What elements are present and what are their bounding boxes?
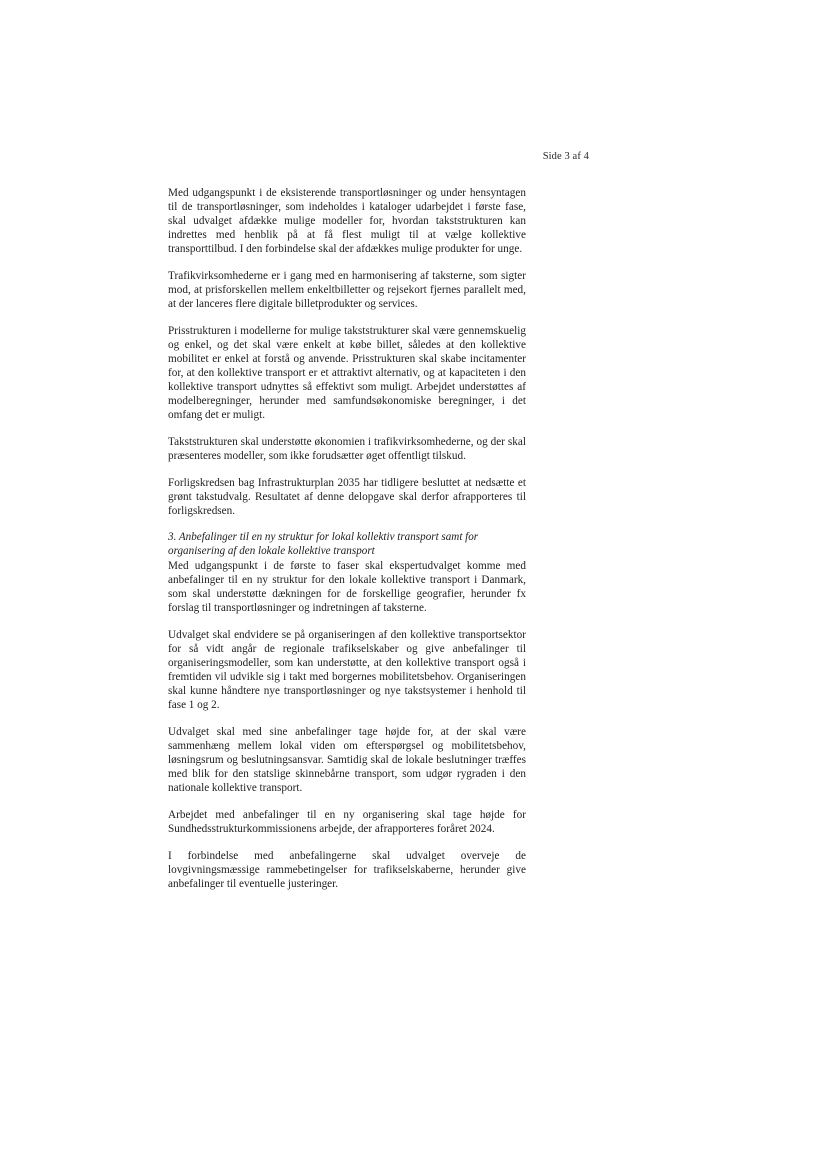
paragraph: Med udgangspunkt i de første to faser skal ekspertudvalget komme med anbefalinger til en ny struktur for den lokale kollektive transport i Danmark, som skal understøtte dækningen for de forskellige geografier, herunder fx forslag til transportløsninger og indretningen af taksterne. xyxy=(168,560,526,615)
paragraph: Arbejdet med anbefalinger til en ny organisering skal tage højde for Sundhedsstrukturkommissionens arbejde, der afrapporteres foråret 2024. xyxy=(168,808,526,836)
paragraph: Udvalget skal endvidere se på organiseringen af den kollektive transportsektor for så vidt angår de regionale trafikselskaber og give anbefalinger til organiseringsmodeller, som kan understøtte, at den kollektive transport også i fremtiden vil udvikle sig i takt med borgernes mobilitetsbehov. Organiseringen skal kunne håndtere nye transportløsninger og nye takstsystemer i henhold til fase 1 og 2. xyxy=(168,628,526,712)
page-number: Side 3 af 4 xyxy=(542,151,589,162)
paragraph: I forbindelse med anbefalingerne skal udvalget overveje de lovgivningsmæssige rammebetingelser for trafikselskaberne, herunder give anbefalinger til eventuelle justeringer. xyxy=(168,849,526,890)
paragraph: Med udgangspunkt i de eksisterende transportløsninger og under hensyntagen til de transportløsninger, som indeholdes i kataloger udarbejdet i første fase, skal udvalget afdække mulige modeller for, hvordan takststrukturen kan indrettes med henblik på at få flest muligt til at vælge kollektive transporttilbud. I den forbindelse skal der afdækkes mulige produkter for unge. xyxy=(168,187,526,256)
paragraph: Trafikvirksomhederne er i gang med en harmonisering af taksterne, som sigter mod, at prisforskellen mellem enkeltbilletter og rejsekort fjernes parallelt med, at der lanceres flere digitale billetprodukter og services. xyxy=(168,269,526,311)
paragraph: Prisstrukturen i modellerne for mulige takststrukturer skal være gennemskuelig og enkel, og det skal være enkelt at købe billet, således at den kollektive mobilitet er enkel at forstå og anvende. Prisstrukturen skal skabe incitamenter for, at den kollektive transport er et attraktivt alternativ, og at kapaciteten i den kollektive transport udnyttes så effektivt som muligt. Arbejdet understøttes af modelberegninger, herunder med samfundsøkonomiske beregninger, i det omfang det er muligt. xyxy=(168,324,526,422)
section-heading: 3. Anbefalinger til en ny struktur for lokal kollektiv transport samt for organisering af den lokale kollektive transport xyxy=(168,531,479,558)
paragraph: Takststrukturen skal understøtte økonomien i trafikvirksomhederne, og der skal præsenteres modeller, som ikke forudsætter øget offentligt tilskud. xyxy=(168,435,526,462)
paragraph: Udvalget skal med sine anbefalinger tage højde for, at der skal være sammenhæng mellem lokal viden om efterspørgsel og mobilitetsbehov, løsningsrum og beslutningsansvar. Samtidig skal de lokale beslutninger træffes med blik for den statslige skinnebårne transport, som udgør rygraden i den nationale kollektive transport. xyxy=(168,726,526,795)
paragraph: Forligskredsen bag Infrastrukturplan 2035 har tidligere besluttet at nedsætte et grønt takstudvalg. Resultatet af denne delopgave skal derfor afrapporteres til forligskredsen. xyxy=(168,476,526,517)
document-body xyxy=(168,186,526,891)
